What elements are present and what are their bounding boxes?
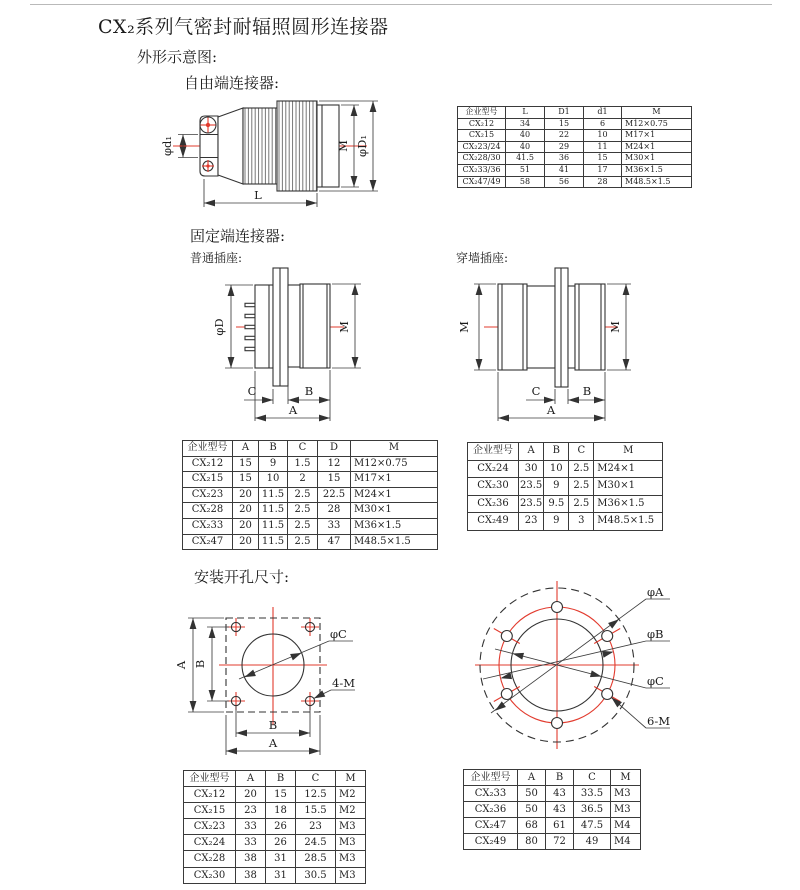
mount-hole bbox=[602, 631, 613, 642]
table-row bbox=[468, 460, 663, 478]
dim-label-B: B bbox=[304, 384, 314, 398]
value-cell: 11.5 bbox=[259, 503, 288, 519]
dim-label-D1: φD₁ bbox=[355, 135, 369, 157]
value-cell: 56 bbox=[545, 176, 584, 188]
ordinary-socket-table bbox=[182, 440, 438, 550]
value-cell: 9 bbox=[259, 456, 288, 472]
table-row bbox=[183, 472, 438, 488]
value-cell: 33 bbox=[236, 819, 266, 835]
dim-label-B: φB bbox=[647, 627, 664, 641]
column-header: d1 bbox=[584, 107, 622, 119]
column-header: B bbox=[546, 770, 574, 786]
value-cell: M12×0.75 bbox=[351, 456, 438, 472]
model-cell: CX₂12 bbox=[458, 118, 506, 130]
dim-label-B: B bbox=[582, 384, 592, 398]
dim-label-M: M bbox=[336, 140, 350, 152]
value-cell: 6 bbox=[584, 118, 622, 130]
model-cell: CX₂47 bbox=[183, 534, 233, 550]
table-header-row bbox=[458, 107, 692, 119]
value-cell: M24×1 bbox=[622, 141, 692, 153]
mount-hole bbox=[552, 602, 563, 613]
dim-label-B-bottom: B bbox=[268, 718, 278, 732]
model-cell: CX₂23 bbox=[184, 819, 236, 835]
value-cell: 31 bbox=[266, 851, 296, 867]
table-row bbox=[468, 495, 663, 513]
round-mount-table bbox=[463, 769, 641, 850]
value-cell: M3 bbox=[611, 786, 641, 802]
value-cell: M3 bbox=[611, 802, 641, 818]
value-cell: 10 bbox=[544, 460, 569, 478]
free-end-table bbox=[457, 106, 692, 188]
value-cell: M48.5×1.5 bbox=[594, 513, 663, 531]
column-header: B bbox=[544, 443, 569, 461]
screw-icon bbox=[200, 117, 216, 133]
mount-hole bbox=[227, 618, 245, 636]
value-cell: 28 bbox=[584, 176, 622, 188]
model-cell: CX₂23 bbox=[183, 487, 233, 503]
dim-label-C: φC bbox=[330, 627, 347, 641]
dim-label-C: C bbox=[247, 384, 257, 398]
value-cell: 26 bbox=[266, 819, 296, 835]
table-row bbox=[183, 456, 438, 472]
value-cell: M17×1 bbox=[351, 472, 438, 488]
value-cell: 15 bbox=[233, 456, 259, 472]
value-cell: 15.5 bbox=[296, 803, 336, 819]
value-cell: 80 bbox=[518, 834, 546, 850]
value-cell: 40 bbox=[506, 130, 545, 142]
value-cell: 72 bbox=[546, 834, 574, 850]
column-header: 企业型号 bbox=[468, 443, 519, 461]
value-cell: M3 bbox=[336, 851, 366, 867]
column-header: M bbox=[336, 771, 366, 787]
value-cell: 2.5 bbox=[288, 534, 318, 550]
column-header: A bbox=[518, 770, 546, 786]
dim-label-holes: 4-M bbox=[332, 676, 355, 690]
column-header: 企业型号 bbox=[184, 771, 236, 787]
table-row bbox=[184, 851, 366, 867]
column-header: D bbox=[318, 441, 351, 457]
table-header-row bbox=[464, 770, 641, 786]
value-cell: 9.5 bbox=[544, 495, 569, 513]
value-cell: 36.5 bbox=[574, 802, 611, 818]
model-cell: CX₂36 bbox=[468, 495, 519, 513]
value-cell: 10 bbox=[584, 130, 622, 142]
table-header-row bbox=[183, 441, 438, 457]
table-row bbox=[468, 513, 663, 531]
model-cell: CX₂23/24 bbox=[458, 141, 506, 153]
value-cell: 34 bbox=[506, 118, 545, 130]
value-cell: 38 bbox=[236, 851, 266, 867]
column-header: M bbox=[622, 107, 692, 119]
value-cell: 12 bbox=[318, 456, 351, 472]
value-cell: 49 bbox=[574, 834, 611, 850]
model-cell: CX₂49 bbox=[468, 513, 519, 531]
model-cell: CX₂47 bbox=[464, 818, 518, 834]
column-header: C bbox=[288, 441, 318, 457]
value-cell: 38 bbox=[236, 867, 266, 883]
dim-label-A-bottom: A bbox=[268, 736, 278, 750]
model-cell: CX₂30 bbox=[184, 867, 236, 883]
table-row bbox=[458, 164, 692, 176]
round-mount-drawing bbox=[437, 568, 695, 766]
model-cell: CX₂12 bbox=[184, 787, 236, 803]
dim-label-A: A bbox=[288, 403, 298, 417]
value-cell: 50 bbox=[518, 786, 546, 802]
value-cell: 11.5 bbox=[259, 534, 288, 550]
dim-label-d1: φd₁ bbox=[160, 135, 174, 157]
value-cell: 23 bbox=[296, 819, 336, 835]
value-cell: 20 bbox=[233, 503, 259, 519]
mount-hole bbox=[552, 718, 563, 729]
column-header: M bbox=[611, 770, 641, 786]
page-top-rule bbox=[30, 4, 772, 5]
model-cell: CX₂33 bbox=[464, 786, 518, 802]
model-cell: CX₂24 bbox=[468, 460, 519, 478]
table-row bbox=[464, 818, 641, 834]
value-cell: M36×1.5 bbox=[351, 518, 438, 534]
table-row bbox=[183, 503, 438, 519]
value-cell: 31 bbox=[266, 867, 296, 883]
value-cell: 20 bbox=[233, 487, 259, 503]
value-cell: 23.5 bbox=[519, 495, 544, 513]
value-cell: 51 bbox=[506, 164, 545, 176]
table-header-row bbox=[184, 771, 366, 787]
model-cell: CX₂47/49 bbox=[458, 176, 506, 188]
column-header: B bbox=[259, 441, 288, 457]
value-cell: 33 bbox=[318, 518, 351, 534]
value-cell: 9 bbox=[544, 478, 569, 496]
value-cell: M48.5×1.5 bbox=[622, 176, 692, 188]
value-cell: 2.5 bbox=[288, 503, 318, 519]
dim-label-A: A bbox=[546, 403, 556, 417]
value-cell: 15 bbox=[266, 787, 296, 803]
fixed-end-section-label: 固定端连接器: bbox=[190, 227, 286, 245]
value-cell: M24×1 bbox=[594, 460, 663, 478]
square-mount-drawing bbox=[155, 595, 377, 767]
table-row bbox=[184, 867, 366, 883]
value-cell: 23 bbox=[236, 803, 266, 819]
value-cell: 20 bbox=[233, 534, 259, 550]
value-cell: 2.5 bbox=[569, 460, 594, 478]
outline-section-label: 外形示意图: bbox=[137, 48, 218, 66]
table-row bbox=[183, 518, 438, 534]
model-cell: CX₂24 bbox=[184, 835, 236, 851]
value-cell: 28 bbox=[318, 503, 351, 519]
model-cell: CX₂28/30 bbox=[458, 153, 506, 165]
value-cell: M36×1.5 bbox=[622, 164, 692, 176]
value-cell: 10 bbox=[259, 472, 288, 488]
dim-label-holes: 6-M bbox=[647, 714, 670, 728]
value-cell: 23.5 bbox=[519, 478, 544, 496]
value-cell: 22.5 bbox=[318, 487, 351, 503]
wall-socket-label: 穿墙插座: bbox=[456, 251, 509, 265]
value-cell: 15 bbox=[318, 472, 351, 488]
value-cell: M4 bbox=[611, 834, 641, 850]
value-cell: 28.5 bbox=[296, 851, 336, 867]
value-cell: M2 bbox=[336, 803, 366, 819]
model-cell: CX₂36 bbox=[464, 802, 518, 818]
column-header: M bbox=[594, 443, 663, 461]
table-row bbox=[458, 130, 692, 142]
value-cell: 26 bbox=[266, 835, 296, 851]
value-cell: 36 bbox=[545, 153, 584, 165]
value-cell: M36×1.5 bbox=[594, 495, 663, 513]
value-cell: 15 bbox=[233, 472, 259, 488]
column-header: 企业型号 bbox=[183, 441, 233, 457]
dim-label-C: φC bbox=[647, 674, 664, 688]
column-header: A bbox=[236, 771, 266, 787]
value-cell: 15 bbox=[584, 153, 622, 165]
value-cell: 17 bbox=[584, 164, 622, 176]
value-cell: M30×1 bbox=[622, 153, 692, 165]
table-row bbox=[464, 786, 641, 802]
mount-hole bbox=[501, 689, 512, 700]
value-cell: M3 bbox=[336, 835, 366, 851]
column-header: M bbox=[351, 441, 438, 457]
value-cell: M17×1 bbox=[622, 130, 692, 142]
column-header: C bbox=[574, 770, 611, 786]
model-cell: CX₂12 bbox=[183, 456, 233, 472]
value-cell: 61 bbox=[546, 818, 574, 834]
value-cell: 9 bbox=[544, 513, 569, 531]
model-cell: CX₂49 bbox=[464, 834, 518, 850]
free-end-section-label: 自由端连接器: bbox=[184, 74, 280, 92]
column-header: C bbox=[569, 443, 594, 461]
model-cell: CX₂33/36 bbox=[458, 164, 506, 176]
dim-label-A: φA bbox=[647, 585, 664, 599]
column-header: L bbox=[506, 107, 545, 119]
dim-label-M-left: M bbox=[457, 321, 471, 333]
model-cell: CX₂15 bbox=[183, 472, 233, 488]
table-row bbox=[464, 834, 641, 850]
value-cell: 41.5 bbox=[506, 153, 545, 165]
column-header: 企业型号 bbox=[464, 770, 518, 786]
value-cell: 22 bbox=[545, 130, 584, 142]
table-row bbox=[183, 534, 438, 550]
table-row bbox=[458, 153, 692, 165]
value-cell: 2.5 bbox=[569, 478, 594, 496]
value-cell: M48.5×1.5 bbox=[351, 534, 438, 550]
ordinary-socket-label: 普通插座: bbox=[190, 251, 243, 265]
dim-label-M: M bbox=[337, 321, 351, 333]
value-cell: M3 bbox=[336, 819, 366, 835]
value-cell: 20 bbox=[236, 787, 266, 803]
value-cell: 47 bbox=[318, 534, 351, 550]
column-header: A bbox=[519, 443, 544, 461]
value-cell: 33 bbox=[236, 835, 266, 851]
model-cell: CX₂33 bbox=[183, 518, 233, 534]
table-row bbox=[184, 835, 366, 851]
dim-label-D: φD bbox=[212, 318, 226, 336]
table-row bbox=[184, 787, 366, 803]
column-header: D1 bbox=[545, 107, 584, 119]
value-cell: M4 bbox=[611, 818, 641, 834]
column-header: A bbox=[233, 441, 259, 457]
value-cell: 30.5 bbox=[296, 867, 336, 883]
table-row bbox=[458, 176, 692, 188]
model-cell: CX₂28 bbox=[184, 851, 236, 867]
value-cell: 68 bbox=[518, 818, 546, 834]
value-cell: 11 bbox=[584, 141, 622, 153]
value-cell: 15 bbox=[545, 118, 584, 130]
value-cell: 58 bbox=[506, 176, 545, 188]
value-cell: 40 bbox=[506, 141, 545, 153]
dim-label-A-left: A bbox=[174, 660, 188, 670]
ordinary-socket-drawing bbox=[172, 263, 390, 428]
model-cell: CX₂28 bbox=[183, 503, 233, 519]
table-row bbox=[468, 478, 663, 496]
mount-hole bbox=[602, 689, 613, 700]
value-cell: 33.5 bbox=[574, 786, 611, 802]
value-cell: 12.5 bbox=[296, 787, 336, 803]
page-title: CX₂系列气密封耐辐照圆形连接器 bbox=[98, 16, 389, 38]
value-cell: M12×0.75 bbox=[622, 118, 692, 130]
value-cell: M30×1 bbox=[594, 478, 663, 496]
mount-hole bbox=[501, 631, 512, 642]
table-row bbox=[464, 802, 641, 818]
value-cell: 2.5 bbox=[569, 495, 594, 513]
value-cell: 43 bbox=[546, 786, 574, 802]
value-cell: 29 bbox=[545, 141, 584, 153]
column-header: C bbox=[296, 771, 336, 787]
value-cell: 11.5 bbox=[259, 518, 288, 534]
square-mount-table bbox=[183, 770, 366, 884]
value-cell: 30 bbox=[519, 460, 544, 478]
table-row bbox=[458, 118, 692, 130]
dim-label-C: C bbox=[531, 384, 541, 398]
column-header: B bbox=[266, 771, 296, 787]
value-cell: 1.5 bbox=[288, 456, 318, 472]
wall-socket-table bbox=[467, 442, 663, 531]
dim-label-M-right: M bbox=[608, 321, 622, 333]
value-cell: M2 bbox=[336, 787, 366, 803]
mount-hole bbox=[301, 618, 319, 636]
value-cell: 47.5 bbox=[574, 818, 611, 834]
value-cell: 3 bbox=[569, 513, 594, 531]
model-cell: CX₂30 bbox=[468, 478, 519, 496]
value-cell: 20 bbox=[233, 518, 259, 534]
value-cell: M3 bbox=[336, 867, 366, 883]
value-cell: 2.5 bbox=[288, 487, 318, 503]
free-end-connector-drawing bbox=[125, 95, 390, 215]
model-cell: CX₂15 bbox=[458, 130, 506, 142]
dim-label-L: L bbox=[254, 188, 262, 202]
value-cell: 11.5 bbox=[259, 487, 288, 503]
table-row bbox=[183, 487, 438, 503]
column-header: 企业型号 bbox=[458, 107, 506, 119]
table-row bbox=[184, 819, 366, 835]
table-row bbox=[458, 141, 692, 153]
value-cell: 23 bbox=[519, 513, 544, 531]
dim-label-B-left: B bbox=[193, 659, 207, 669]
value-cell: M24×1 bbox=[351, 487, 438, 503]
value-cell: 18 bbox=[266, 803, 296, 819]
value-cell: 41 bbox=[545, 164, 584, 176]
model-cell: CX₂15 bbox=[184, 803, 236, 819]
value-cell: M30×1 bbox=[351, 503, 438, 519]
value-cell: 24.5 bbox=[296, 835, 336, 851]
value-cell: 2.5 bbox=[288, 518, 318, 534]
value-cell: 2 bbox=[288, 472, 318, 488]
table-header-row bbox=[468, 443, 663, 461]
table-row bbox=[184, 803, 366, 819]
value-cell: 50 bbox=[518, 802, 546, 818]
mounting-section-label: 安装开孔尺寸: bbox=[194, 568, 290, 586]
value-cell: 43 bbox=[546, 802, 574, 818]
wall-socket-drawing bbox=[438, 263, 663, 428]
